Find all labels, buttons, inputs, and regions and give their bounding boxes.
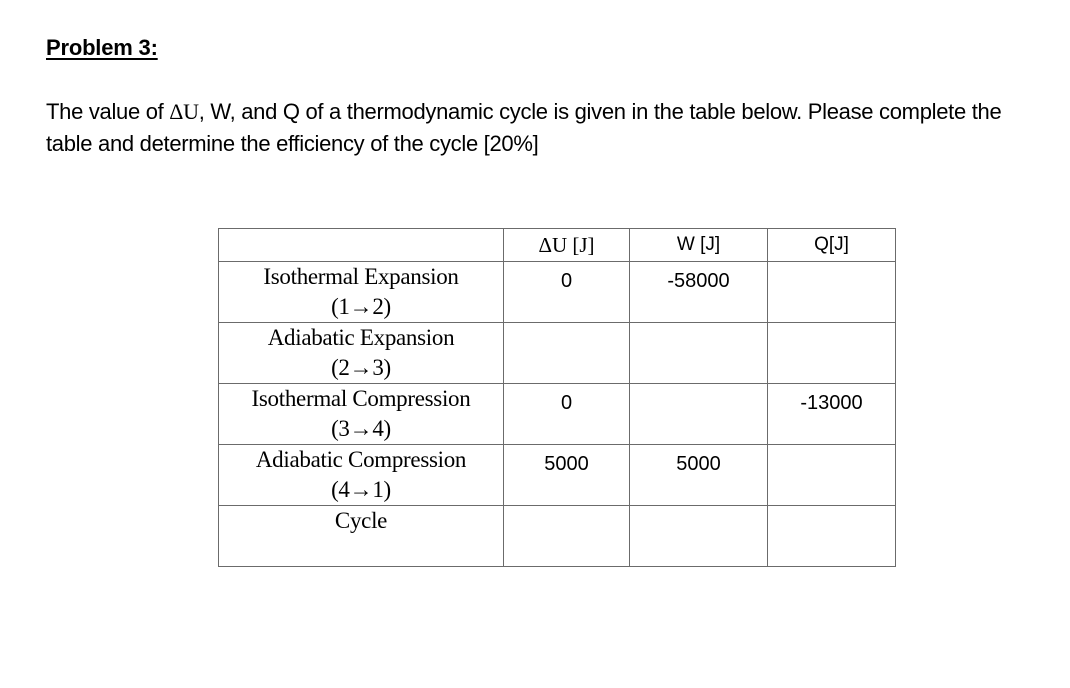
delta-u-cell [504, 323, 630, 384]
process-step: (4→1) [331, 477, 391, 502]
process-cell [219, 384, 504, 445]
process-cell [219, 323, 504, 384]
heat-cell: -13000 [768, 384, 896, 445]
header-heat: Q[J] [768, 229, 896, 262]
process-name: Isothermal Compression [251, 386, 471, 411]
process-cell [219, 445, 504, 506]
problem-statement [46, 96, 1036, 160]
delta-u-cell: 0 [504, 262, 630, 323]
process-cell [219, 506, 504, 567]
process-step: (1→2) [331, 294, 391, 319]
work-cell [630, 323, 768, 384]
delta-u-cell [504, 506, 630, 567]
table-header-row [219, 229, 896, 262]
table-row [219, 445, 896, 506]
header-work: W [J] [630, 229, 768, 262]
table-row [219, 323, 896, 384]
heat-cell [768, 445, 896, 506]
statement-prefix: The value of [46, 99, 170, 124]
process-name: Cycle [334, 508, 388, 533]
table-row [219, 262, 896, 323]
statement-body: , W, and Q of a thermodynamic cycle is given in the table below. Please complete the table and determine the efficiency of the cycle [20%] [46, 99, 1002, 156]
process-cell [219, 262, 504, 323]
table-row [219, 384, 896, 445]
table-row [219, 506, 896, 567]
thermodynamic-cycle-table [218, 228, 896, 567]
work-cell: -58000 [630, 262, 768, 323]
heat-cell [768, 262, 896, 323]
process-name: Isothermal Expansion [263, 264, 459, 289]
work-cell [630, 384, 768, 445]
heat-cell [768, 323, 896, 384]
delta-u-symbol: ΔU [169, 99, 199, 124]
work-cell: 5000 [630, 445, 768, 506]
header-process [219, 229, 504, 262]
delta-u-cell: 0 [504, 384, 630, 445]
process-name: Adiabatic Compression [255, 447, 467, 472]
process-step: (2→3) [331, 355, 391, 380]
header-delta-u: ΔU [J] [504, 229, 630, 262]
problem-heading: Problem 3: [46, 35, 158, 60]
heat-cell [768, 506, 896, 567]
delta-u-cell: 5000 [504, 445, 630, 506]
process-name: Adiabatic Expansion [267, 325, 455, 350]
process-step: (3→4) [331, 416, 391, 441]
work-cell [630, 506, 768, 567]
